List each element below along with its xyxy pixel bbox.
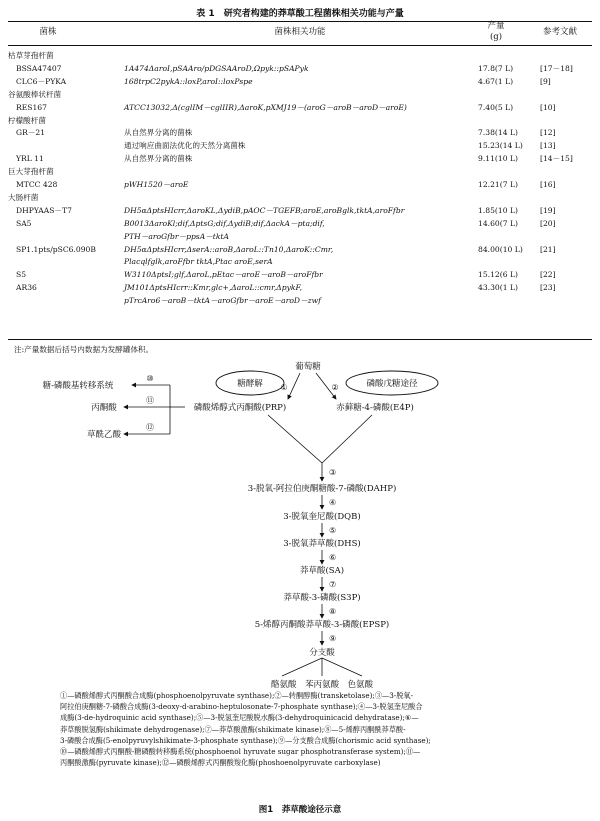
node-s3p: 莽草酸-3-磷酸(S3P)	[283, 593, 361, 603]
node-pyruvate: 丙酮酸	[91, 403, 117, 413]
step-2-label: ②	[331, 383, 339, 392]
cell-group: 大肠杆菌	[8, 192, 39, 202]
cell-yield: 7.40(5 L)	[478, 102, 514, 112]
branch-to-tyr	[282, 658, 322, 676]
cell-strain: SA5	[16, 218, 32, 228]
cell-function: 通过响应曲面法优化的天然分离菌株	[124, 141, 246, 151]
cell-strain: RES167	[16, 102, 47, 112]
caption-line: 莽草酸脱氢酶(shikimate dehydrogenase);⑦—莽草酸激酶(shikimate kinase);⑧—5-烯醇丙酮酰莽草酸-	[60, 724, 406, 734]
cell-yield: 43.30(1 L)	[478, 283, 518, 293]
cell-function: PTH－aroGfbr－ppsA－tktA	[124, 231, 229, 241]
node-chorismate: 分支酸	[309, 648, 335, 658]
node-ppp: 磷酸戊糖途径	[366, 379, 418, 389]
cell-function: 从自然界分离的菌株	[124, 154, 193, 164]
node-epsp: 5-烯醇丙酮酸莽草酸-3-磷酸(EPSP)	[254, 620, 390, 630]
caption-line: 阿拉伯庚酮糖-7-磷酸合成酶(3-deoxy-d-arabino-heptulosonate-7-phosphate synthase);④—3-脱氢奎尼酸合	[60, 702, 423, 712]
step-12-label: ⑫	[146, 423, 154, 432]
table-header-rule	[8, 45, 592, 46]
step-11-label: ⑪	[146, 396, 154, 405]
step-3-label: ③	[329, 468, 337, 477]
node-glycolysis: 糖酵解	[237, 379, 263, 389]
branch-to-trp	[322, 658, 362, 676]
cell-yield: 17.8(7 L)	[478, 63, 514, 73]
header-yield	[466, 21, 526, 43]
caption-line: 丙酮酸激酶(pyruvate kinase);⑫—磷酸烯醇式丙酮酸羧化酶(phoshoenolpyruvate carboxylase)	[60, 758, 381, 768]
cell-ref: [20]	[540, 218, 556, 228]
step-8-label: ⑧	[329, 607, 337, 616]
cell-yield: 84.00(10 L)	[478, 244, 523, 254]
node-pep: 磷酸烯醇式丙酮酸(PRP)	[193, 403, 287, 413]
cell-ref: [17－18]	[540, 63, 573, 73]
cell-strain: AR36	[16, 283, 37, 293]
node-dahp: 3-脱氧-阿拉伯庚酮糖酸-7-磷酸(DAHP)	[247, 484, 397, 494]
cell-function: pTrcAro6－aroB－tktA－aroGfbr－aroE－aroD－zwf	[124, 296, 321, 306]
cell-yield: 7.38(14 L)	[478, 128, 518, 138]
cell-ref: [22]	[540, 270, 556, 280]
step-6-label: ⑥	[329, 553, 337, 562]
step-4-label: ④	[329, 498, 337, 507]
node-dqb: 3-脱氧奎尼酸(DQB)	[283, 512, 361, 522]
cell-yield: 4.67(1 L)	[478, 76, 514, 86]
header-yield-unit: (g)	[489, 32, 503, 42]
cell-function: DH5αΔptsHIcrr,ΔserA::aroB,ΔaroL::Tn10,ΔaroK::Cmr,	[124, 244, 334, 254]
cell-group: 枯草芽孢杆菌	[8, 51, 54, 60]
step-5-label: ⑤	[329, 526, 337, 535]
cell-ref: [13]	[540, 141, 556, 151]
cell-yield: 12.21(7 L)	[478, 180, 518, 189]
converge-left	[268, 415, 322, 463]
cell-yield: 14.60(7 L)	[478, 218, 518, 228]
cell-ref: [21]	[540, 244, 556, 254]
header-ref: 参考文献	[542, 27, 577, 37]
node-pts: 糖-磷酸基转移系统	[42, 381, 114, 391]
step-1-label: ①	[280, 383, 288, 392]
cell-strain: BSSA47407	[16, 63, 62, 73]
node-oxaloacetate: 草酰乙酸	[86, 430, 122, 440]
table-title: 表 1 研究者构建的莽草酸工程菌株相关功能与产量	[196, 9, 404, 19]
node-e4p: 赤藓糖-4-磷酸(E4P)	[336, 403, 414, 413]
header-function: 菌株相关功能	[274, 27, 326, 37]
cell-strain: DHPYAAS－T7	[16, 205, 72, 215]
node-sa: 莽草酸(SA)	[299, 566, 345, 576]
node-glucose: 葡萄糖	[295, 362, 321, 372]
figure-caption	[60, 690, 550, 768]
cell-function: ATCC13032,Δ(cglIM－cglIIR),ΔaroK,pXMJ19－(aroG－aroB－aroD－aroE)	[124, 102, 407, 112]
cell-function: B0013ΔaroKl;dif,ΔptsG;dif,ΔydiB;dif,ΔackA－pta;dif,	[124, 218, 325, 228]
caption-line: 成酶(3-de-hydroquinic acid synthase);⑤—3-脱氢奎尼酸脱水酶(3-dehydroquinicacid dehydratase);⑥—	[60, 713, 419, 723]
cell-group: 巨大芽孢杆菌	[8, 167, 54, 177]
cell-strain: S5	[16, 270, 27, 280]
cell-ref: [16]	[540, 180, 556, 189]
header-yield-label: 产量	[487, 21, 505, 31]
cell-function: JM101ΔptsHIcrr::Kmr,glc+,ΔaroL::cmr,ΔpykF,	[124, 283, 303, 293]
cell-yield: 15.12(6 L)	[478, 270, 518, 280]
cell-ref: [23]	[540, 283, 556, 293]
cell-strain: MTCC 428	[16, 180, 58, 189]
cell-strain: GR－21	[16, 128, 46, 138]
table-note: 注:产量数据后括号内数据为发酵罐体积。	[14, 345, 154, 354]
cell-strain: SP1.1pts/pSC6.090B	[16, 244, 96, 254]
cell-group: 谷氨酸棒状杆菌	[8, 89, 62, 99]
cell-function: 1A474ΔaroI,pSAAro/pDGSAAroD,Ωpyk::pSAPyk	[124, 63, 309, 73]
cell-ref: [19]	[540, 205, 556, 215]
shikimate-pathway-diagram	[0, 355, 600, 707]
cell-ref: [14－15]	[540, 154, 573, 164]
caption-line: ①—磷酸烯醇式丙酮酸合成酶(phosphoenolpyruvate synthase);②—转酮醇酶(transketolase);③—3-脱氧-	[60, 691, 414, 700]
cell-yield: 9.11(10 L)	[478, 154, 518, 164]
cell-strain: YRL 11	[16, 154, 44, 164]
caption-line: ⑩—磷酸烯醇式丙酮酸-糖磷酸转移酶系统(phosphoenol hyruvate sugar phosphotransferase system);⑪—	[60, 747, 421, 757]
node-dhs: 3-脱氧莽草酸(DHS)	[283, 539, 361, 549]
step-9-label: ⑨	[329, 634, 337, 643]
cell-function: DH5αΔptsHIcrr,ΔaroKL,ΔydiB,pAOC－TGEFB;aroE,aroBglk,tktA,aroFfbr	[124, 205, 405, 215]
cell-group: 柠檬酸杆菌	[8, 115, 46, 125]
cell-function: 168trpC2pykA::loxP,aroI::loxPspe	[124, 76, 253, 86]
cell-yield: 1.85(10 L)	[478, 205, 518, 215]
cell-yield: 15.23(14 L)	[478, 141, 523, 151]
cell-function: Placqlfglk,aroFfbr tktA,Ptac aroE,serA	[124, 257, 273, 267]
step-10-label: ⑩	[146, 374, 154, 383]
cell-ref: [10]	[540, 102, 556, 112]
step-7-label: ⑦	[329, 580, 337, 589]
cell-ref: [9]	[540, 76, 551, 86]
converge-right	[322, 415, 372, 463]
cell-ref: [12]	[540, 128, 556, 138]
cell-function: W3110ΔptsI;glf,ΔaroL,pEtac－aroE－aroB－aroFfbr	[124, 270, 323, 280]
node-aromatics: 酪氨酸 苯丙氨酸 色氨酸	[270, 680, 374, 690]
header-strain: 菌株	[39, 27, 57, 37]
cell-function: pWH1520－aroE	[124, 180, 189, 189]
arrow-step1	[288, 373, 300, 399]
figure-title: 图1 莽草酸途径示意	[258, 805, 342, 815]
cell-function: 从自然界分离的菌株	[124, 128, 193, 138]
caption-line: 3-磷酸合成酶(5-enolpyruvylshikimate-3-phosphate synthase);⑨—分支酸合成酶(chorismic acid synthase);	[60, 735, 431, 745]
table-bottom-rule	[8, 339, 592, 340]
cell-strain: CLC6－PYKA	[16, 76, 67, 86]
